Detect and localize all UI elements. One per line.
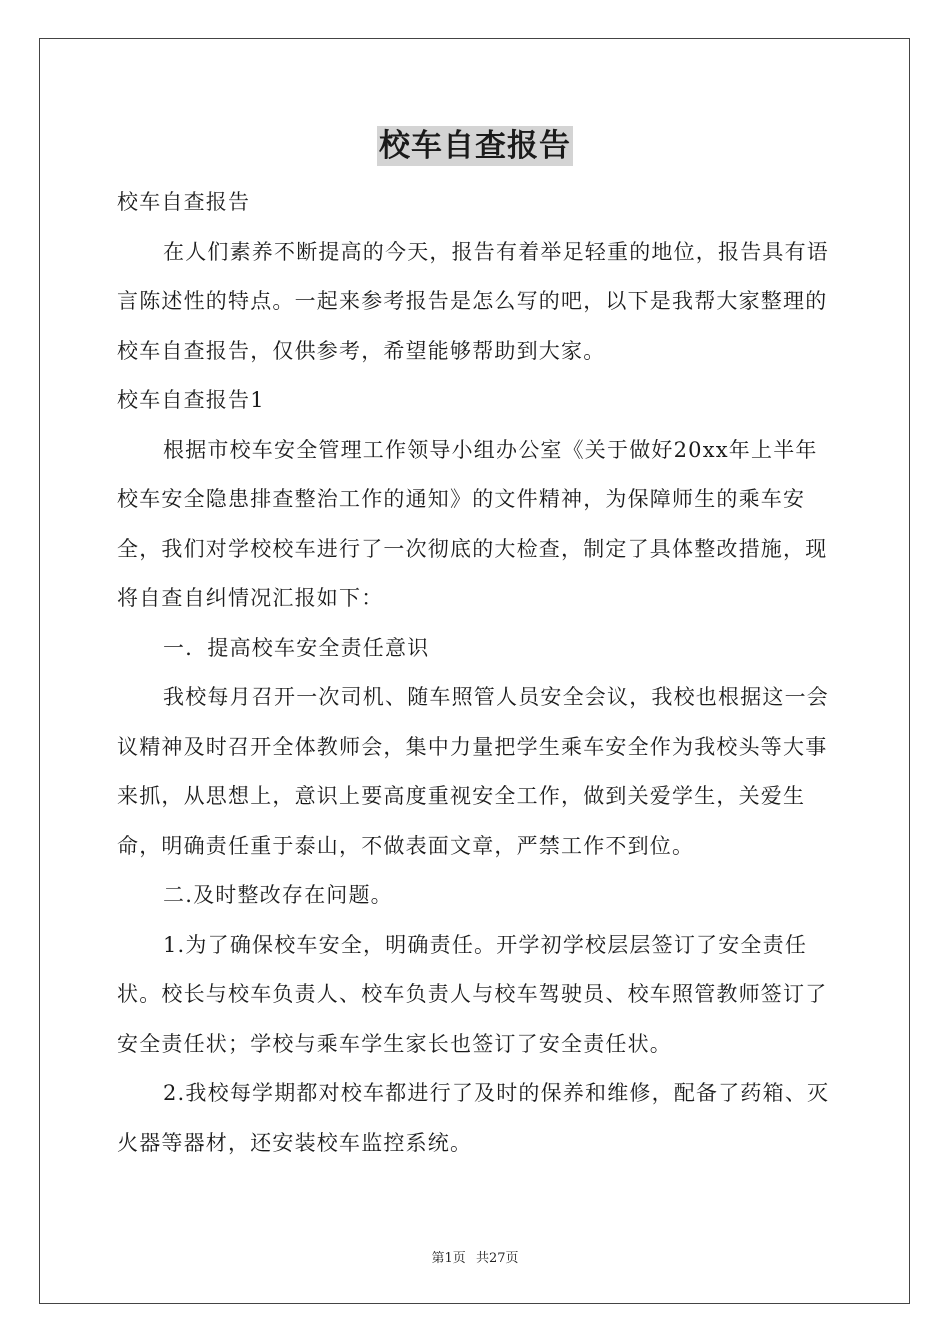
document-body xyxy=(117,178,837,1168)
paragraph: 根据市校车安全管理工作领导小组办公室《关于做好20xx年上半年校车安全隐患排查整治工作的通知》的文件精神，为保障师生的乘车安全，我们对学校校车进行了一次彻底的大检查，制定了具体整改措施，现将自查自纠情况汇报如下： xyxy=(117,437,828,610)
paragraph: 在人们素养不断提高的今天，报告有着举足轻重的地位，报告具有语言陈述性的特点。一起来参考报告是怎么写的吧，以下是我帮大家整理的校车自查报告，仅供参考，希望能够帮助到大家。 xyxy=(117,239,829,363)
page-footer xyxy=(0,1247,950,1266)
section-heading: 二.及时整改存在问题。 xyxy=(163,883,393,907)
section-heading: 一．提高校车安全责任意识 xyxy=(163,635,430,660)
paragraph: 校车自查报告1 xyxy=(117,388,265,412)
page-number: 第1页 xyxy=(431,1251,466,1266)
paragraph: 2.我校每学期都对校车都进行了及时的保养和维修，配备了药箱、灭火器等器材，还安装校车监控系统。 xyxy=(117,1081,830,1155)
document-title: 校车自查报告 xyxy=(379,128,571,164)
total-pages: 共27页 xyxy=(475,1251,519,1266)
paragraph: 我校每月召开一次司机、随车照管人员安全会议，我校也根据这一会议精神及时召开全体教师会，集中力量把学生乘车安全作为我校头等大事来抓，从思想上，意识上要高度重视安全工作，做到关爱学生，关爱生命，明确责任重于泰山，不做表面文章，严禁工作不到位。 xyxy=(117,685,829,858)
paragraph: 校车自查报告 xyxy=(117,190,251,214)
paragraph: 1.为了确保校车安全，明确责任。开学初学校层层签订了安全责任状。校长与校车负责人、校车负责人与校车驾驶员、校车照管教师签订了安全责任状；学校与乘车学生家长也签订了安全责任状。 xyxy=(117,932,828,1056)
title-wrap xyxy=(0,126,950,166)
